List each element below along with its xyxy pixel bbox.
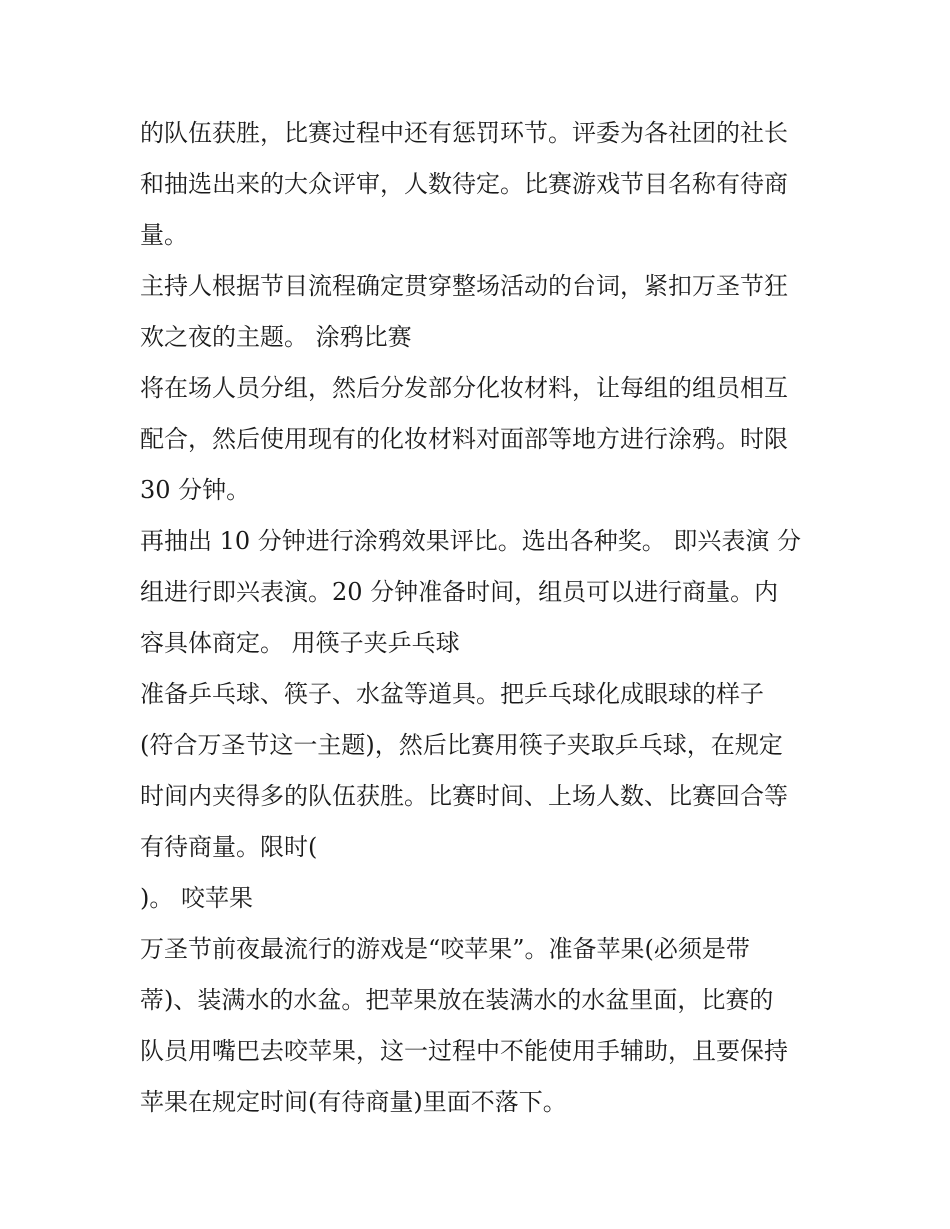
text-line: 时间内夹得多的队伍获胜。比赛时间、上场人数、比赛回合等	[140, 782, 788, 810]
text-line: 组进行即兴表演。20 分钟准备时间，组员可以进行商量。内	[140, 578, 779, 606]
text-line: 将在场人员分组，然后分发部分化妆材料，让每组的组员相互	[140, 374, 788, 402]
text-line: 有待商量。限时(	[140, 833, 318, 861]
text-line: 蒂)、装满水的水盆。把苹果放在装满水的水盆里面，比赛的	[140, 986, 774, 1014]
text-line: 配合，然后使用现有的化妆材料对面部等地方进行涂鸦。时限	[140, 425, 788, 453]
text-line: 再抽出 10 分钟进行涂鸦效果评比。选出各种奖。 即兴表演 分	[140, 527, 802, 555]
text-line: (符合万圣节这一主题)，然后比赛用筷子夹取乒乓球，在规定	[140, 731, 783, 759]
text-line: 量。	[140, 221, 188, 249]
text-line: 欢之夜的主题。 涂鸦比赛	[140, 323, 412, 351]
text-line: 苹果在规定时间(有待商量)里面不落下。	[140, 1088, 567, 1116]
document-body	[140, 108, 830, 1128]
text-line: 的队伍获胜，比赛过程中还有惩罚环节。评委为各社团的社长	[140, 119, 788, 147]
text-line: 万圣节前夜最流行的游戏是“咬苹果”。准备苹果(必须是带	[140, 935, 750, 963]
text-line: 容具体商定。 用筷子夹乒乓球	[140, 629, 460, 657]
text-line: 30 分钟。	[140, 476, 251, 504]
text-line: 准备乒乓球、筷子、水盆等道具。把乒乓球化成眼球的样子	[140, 680, 764, 708]
text-line: 队员用嘴巴去咬苹果，这一过程中不能使用手辅助，且要保持	[140, 1037, 788, 1065]
text-line: 主持人根据节目流程确定贯穿整场活动的台词，紧扣万圣节狂	[140, 272, 788, 300]
text-line: 和抽选出来的大众评审，人数待定。比赛游戏节目名称有待商	[140, 170, 788, 198]
text-line: )。 咬苹果	[140, 884, 253, 912]
